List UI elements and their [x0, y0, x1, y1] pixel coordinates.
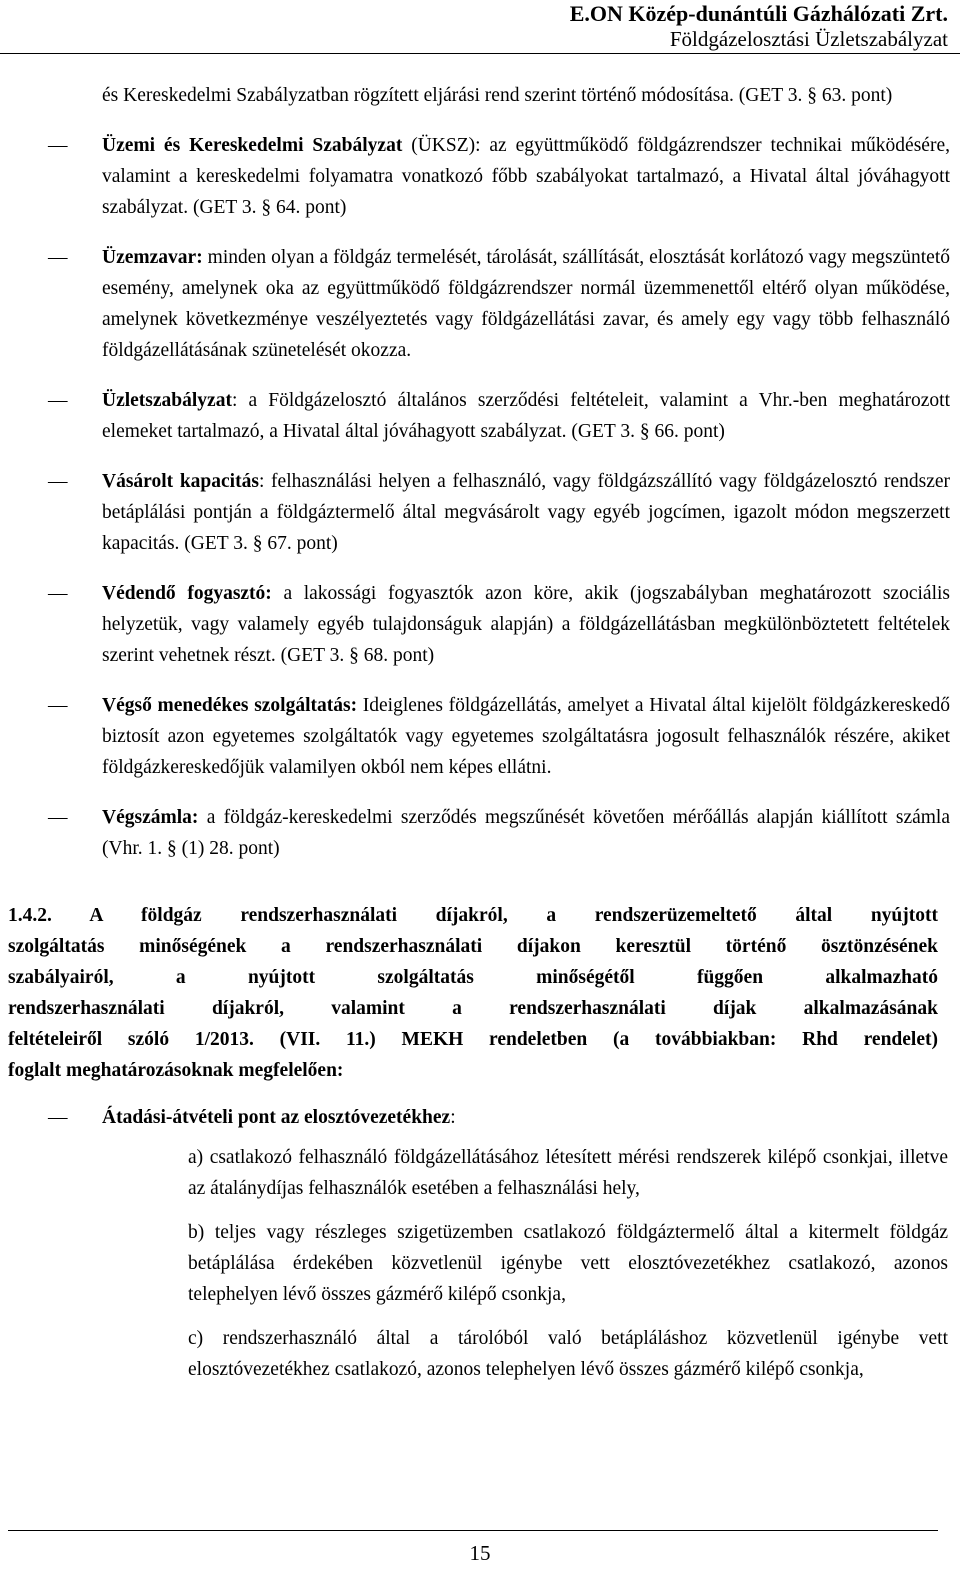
definition-list [0, 130, 960, 864]
continuation-text: és Kereskedelmi Szabályzatban rögzített eljárási rend szerint történő módosítása. (GET 3. § 63. pont) [102, 85, 893, 106]
definition-text: (ÜKSZ): az együttműködő földgázrendszer technikai működésére, valamint a kereskedelmi folyamatra vonatkozó főbb szabályokat tartalmazó, a Hivatal által jóváhagyott szabályzat. (GET 3. § 64. pont) [102, 135, 950, 218]
section-heading-line: rendszerhasználati díjakról, valamint a rendszerhasználati díjak alkalmazásának [8, 998, 938, 1019]
definition-text: a lakossági fogyasztók azon köre, akik (jogszabályban meghatározott szociális helyzetük, vagy valamely egyéb tulajdonságuk alapján) a földgázellátásban megkülönböztetett feltételek szerint vehetnek részt. (GET 3. § 68. pont) [102, 583, 950, 666]
definition-text: : a Földgázelosztó általános szerződési feltételeit, valamint a Vhr.-ben meghatározott elemeket tartalmazó, a Hivatal által jóváhagyott szabályzat. (GET 3. § 66. pont) [102, 390, 950, 442]
definition-item [48, 130, 950, 223]
sub-item: a) csatlakozó felhasználó földgázellátásához létesített mérési rendszerek kilépő csonkjai, illetve az átalánydíjas felhasználók esetében a felhasználási hely, [188, 1147, 948, 1199]
definition-term: Végső menedékes szolgáltatás: [102, 695, 358, 716]
dash-bullet: — [48, 135, 68, 156]
definition-text: Ideiglenes földgázellátás, amelyet a Hivatal által kijelölt földgázkereskedő biztosít azon egyetemes szolgáltatók vagy egyetemes szolgáltatásra jogosult felhasználók részére, akiket földgázkereskedőjük valamilyen okból nem képes ellátni. [102, 695, 950, 778]
section-heading-line: foglalt meghatározásoknak megfelelően: [8, 1060, 344, 1081]
definition-item [48, 242, 950, 366]
sub-item: b) teljes vagy részleges szigetüzemben csatlakozó földgáztermelő által a kitermelt földgáz betáplálása érdekében közvetlenül igénybe vett elosztóvezetékhez csatlakozó, azonos telephelyen lévő összes gázmérő kilépő csonkja, [188, 1222, 948, 1305]
dash-bullet: — [48, 695, 68, 716]
dash-bullet: — [48, 807, 68, 828]
definition-text: : [450, 1107, 456, 1128]
sub-item: c) rendszerhasználó által a tárolóból való betápláláshoz közvetlenül igénybe vett elosztóvezetékhez csatlakozó, azonos telephelyen lévő összes gázmérő kilépő csonkja, [188, 1328, 948, 1380]
definition-text: a földgáz-kereskedelmi szerződés megszűnését követően mérőállás alapján kiállított számla (Vhr. 1. § (1) 28. pont) [102, 807, 950, 859]
sub-item-list [0, 1142, 960, 1385]
section-heading-line: 1.4.2. A földgáz rendszerhasználati díjakról, a rendszerüzemeltető által nyújtott [8, 905, 938, 926]
dash-bullet: — [48, 583, 68, 604]
document-title: Földgázelosztási Üzletszabályzat [669, 27, 948, 51]
page-header [0, 0, 948, 52]
dash-bullet: — [48, 247, 68, 268]
definition-term: Végszámla: [102, 807, 199, 828]
definition-item [48, 578, 950, 671]
dash-bullet: — [48, 1107, 68, 1128]
definition-term: Üzemi és Kereskedelmi Szabályzat [102, 135, 403, 156]
definition-item [48, 466, 950, 559]
definition-text: minden olyan a földgáz termelését, tárolását, szállítását, elosztását korlátozó vagy megszüntető esemény, amelynek oka az együttműködő földgázrendszer normál üzemmenettől eltérő olyan működése, amelynek következménye veszélyeztetés vagy földgázellátási zavar, és amely egy vagy több felhasználó földgázellátásának szünetelését okozza. [102, 247, 950, 361]
definition-text: : felhasználási helyen a felhasználó, vagy földgázszállító vagy földgázelosztó rendszer betáplálási pontján a földgáztermelő által megvásárolt vagy egyéb jogcímen, igazolt módon megszerzett kapacitás. (GET 3. § 67. pont) [102, 471, 950, 554]
definition-item [48, 690, 950, 783]
section-heading-line: szabályairól, a nyújtott szolgáltatás minőségétől függően alkalmazható [8, 967, 938, 988]
dash-bullet: — [48, 471, 68, 492]
section-heading-line: szolgáltatás minőségének a rendszerhasználati díjakon keresztül történő ösztönzésének [8, 936, 938, 957]
definition-term: Vásárolt kapacitás [102, 471, 259, 492]
header-rule [0, 53, 960, 54]
section-heading [8, 900, 938, 1086]
footer-rule [8, 1530, 938, 1531]
dash-bullet: — [48, 390, 68, 411]
page-body [0, 80, 960, 1398]
definition-item [48, 385, 950, 447]
definition-term: Üzletszabályzat [102, 390, 232, 411]
definition-term: Átadási-átvételi pont az elosztóvezetékhez [102, 1107, 451, 1128]
definition-term: Üzemzavar: [102, 247, 203, 268]
company-name: E.ON Közép-dunántúli Gázhálózati Zrt. [569, 1, 948, 26]
definition-item [48, 1102, 950, 1133]
definition-term: Védendő fogyasztó: [102, 583, 272, 604]
section-heading-line: feltételeiről szóló 1/2013. (VII. 11.) MEKH rendeletben (a továbbiakban: Rhd rendelet) [8, 1029, 938, 1050]
page-number: 15 [469, 1541, 491, 1565]
definition-item [48, 802, 950, 864]
